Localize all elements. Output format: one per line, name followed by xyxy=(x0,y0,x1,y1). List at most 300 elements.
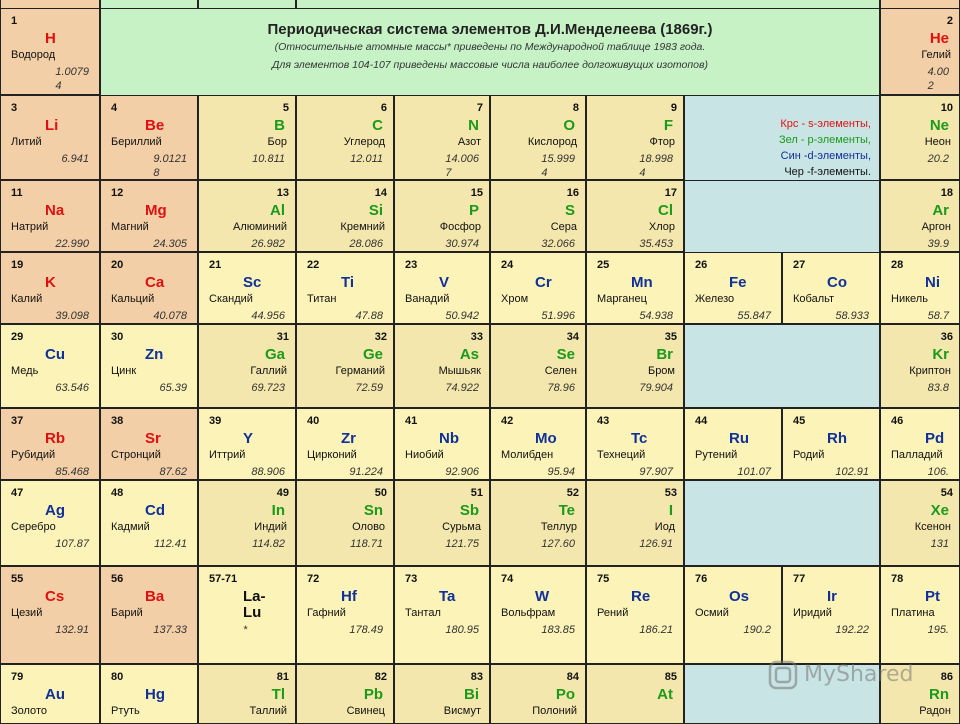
element-name: Никель xyxy=(891,293,928,305)
atomic-number: 79 xyxy=(11,671,24,683)
atomic-number: 54 xyxy=(940,487,953,499)
element-cell xyxy=(394,566,490,664)
element-symbol: Al xyxy=(270,202,285,219)
element-cell xyxy=(0,8,100,95)
atomic-number: 32 xyxy=(374,331,387,343)
element-cell xyxy=(100,408,198,480)
element-name: Сурьма xyxy=(442,521,481,533)
atomic-number: 33 xyxy=(470,331,483,343)
atomic-number: 83 xyxy=(470,671,483,683)
element-cell xyxy=(296,480,394,566)
atomic-number: 75 xyxy=(597,573,610,585)
element-symbol: Ba xyxy=(145,588,165,605)
atomic-number: 45 xyxy=(793,415,806,427)
atomic-number: 31 xyxy=(276,331,289,343)
element-name: Осмий xyxy=(695,607,729,619)
element-name: Рубидий xyxy=(11,449,56,461)
atomic-mass: 1.0079 4 xyxy=(55,66,89,92)
atomic-mass: 97.907 xyxy=(639,466,673,478)
element-name: Калий xyxy=(11,293,43,305)
element-cell xyxy=(296,324,394,408)
element-name: Молибден xyxy=(501,449,554,461)
atomic-number: 40 xyxy=(307,415,320,427)
element-symbol: In xyxy=(271,502,285,519)
element-cell xyxy=(490,95,586,180)
element-symbol: Pt xyxy=(925,588,940,605)
element-name: Хлор xyxy=(648,221,675,233)
element-symbol: Ca xyxy=(145,274,165,291)
element-cell xyxy=(100,480,198,566)
element-name: Медь xyxy=(11,365,39,377)
element-symbol: Si xyxy=(368,202,383,219)
element-name: Марганец xyxy=(597,293,647,305)
element-name: Водород xyxy=(11,49,56,61)
atomic-number: 22 xyxy=(307,259,320,271)
atomic-mass: 9.0121 8 xyxy=(153,153,187,179)
element-cell xyxy=(490,566,586,664)
element-name: Аргон xyxy=(921,221,951,233)
myshared-logo-icon xyxy=(768,660,798,690)
legend-d xyxy=(781,150,871,162)
element-symbol: Hg xyxy=(145,686,165,703)
element-name: Стронций xyxy=(111,449,161,461)
element-symbol: Ga xyxy=(264,346,285,363)
atomic-mass: 106. xyxy=(927,466,949,478)
element-cell xyxy=(490,408,586,480)
atomic-mass: 18.998 4 xyxy=(639,153,673,179)
atomic-mass: 54.938 xyxy=(639,310,673,322)
element-name: Селен xyxy=(544,365,577,377)
element-symbol: Sb xyxy=(459,502,479,519)
atomic-number: 81 xyxy=(276,671,289,683)
legend-s xyxy=(780,118,871,130)
atomic-mass: 95.94 xyxy=(547,466,575,478)
element-cell xyxy=(880,566,960,664)
atomic-number: 6 xyxy=(380,102,387,114)
atomic-number: 11 xyxy=(11,187,23,199)
element-cell xyxy=(782,566,880,664)
element-cell xyxy=(490,180,586,252)
atomic-number: 43 xyxy=(597,415,610,427)
atomic-number: 41 xyxy=(405,415,418,427)
atomic-mass: 131 xyxy=(930,538,949,550)
element-symbol: Rh xyxy=(827,430,847,447)
element-cell xyxy=(198,180,296,252)
element-symbol: Rb xyxy=(45,430,65,447)
table-subtitle-2: Для элементов 104-107 приведены массовые числа наиболее долгоживущих изотопов) xyxy=(272,59,708,71)
element-name: Бор xyxy=(267,136,287,148)
element-cell xyxy=(782,252,880,324)
element-name: Иридий xyxy=(793,607,832,619)
element-name: Титан xyxy=(307,293,337,305)
element-symbol: Cs xyxy=(45,588,65,605)
element-cell xyxy=(880,8,960,95)
element-name: Иттрий xyxy=(209,449,246,461)
atomic-number: 73 xyxy=(405,573,418,585)
element-name: Хром xyxy=(501,293,529,305)
element-symbol: Ru xyxy=(729,430,749,447)
atomic-mass: 50.942 xyxy=(445,310,479,322)
element-cell xyxy=(0,408,100,480)
element-symbol: Ne xyxy=(929,117,949,134)
legend-f xyxy=(784,166,871,178)
atomic-number: 9 xyxy=(670,102,677,114)
element-name: Платина xyxy=(891,607,935,619)
atomic-mass: 69.723 xyxy=(251,382,285,394)
atomic-mass: 112.41 xyxy=(154,538,187,550)
element-cell xyxy=(586,180,684,252)
element-name: Азот xyxy=(457,136,481,148)
table-header xyxy=(100,8,880,96)
atomic-mass: 65.39 xyxy=(159,382,187,394)
element-symbol: Tc xyxy=(631,430,648,447)
atomic-number: 28 xyxy=(891,259,904,271)
atomic-number: 17 xyxy=(664,187,677,199)
element-cell xyxy=(684,252,782,324)
element-symbol: Nb xyxy=(439,430,459,447)
legend-p xyxy=(779,134,871,146)
element-cell xyxy=(0,480,100,566)
atomic-mass: 183.85 xyxy=(541,624,575,636)
element-name: Мышьяк xyxy=(438,365,481,377)
element-cell xyxy=(198,324,296,408)
element-symbol: Sn xyxy=(363,502,383,519)
element-cell xyxy=(100,664,198,724)
element-cell xyxy=(0,324,100,408)
atomic-number: 38 xyxy=(111,415,124,427)
atomic-mass: 20.2 xyxy=(927,153,949,165)
atomic-number: 14 xyxy=(374,187,387,199)
element-name: Неон xyxy=(924,136,951,148)
atomic-number: 35 xyxy=(664,331,677,343)
element-symbol: Pd xyxy=(925,430,945,447)
element-symbol: Li xyxy=(45,117,59,134)
atomic-mass: 114.82 xyxy=(252,538,285,550)
atomic-number: 8 xyxy=(572,102,579,114)
element-symbol: W xyxy=(535,588,550,605)
element-cell xyxy=(296,252,394,324)
element-symbol: K xyxy=(45,274,56,291)
table-subtitle-1: (Относительные атомные массы* приведены по Международной таблице 1983 года. xyxy=(274,41,706,53)
atomic-number: 29 xyxy=(11,331,24,343)
atomic-number: 50 xyxy=(374,487,387,499)
atomic-number: 72 xyxy=(307,573,320,585)
legend-p-text: Зел - p-элементы, xyxy=(778,134,871,146)
atomic-mass: 44.956 xyxy=(251,310,285,322)
element-cell xyxy=(296,180,394,252)
atomic-number: 78 xyxy=(891,573,904,585)
element-name: Иод xyxy=(654,521,675,533)
element-cell xyxy=(198,480,296,566)
atomic-mass: 24.305 xyxy=(153,238,187,250)
element-name: Тантал xyxy=(405,607,441,619)
element-cell xyxy=(100,252,198,324)
element-name: Полоний xyxy=(532,705,577,717)
element-symbol: Y xyxy=(243,430,254,447)
element-symbol: Br xyxy=(656,346,673,363)
element-cell xyxy=(880,324,960,408)
atomic-mass: 6.941 xyxy=(61,153,89,165)
element-symbol: Bi xyxy=(464,686,479,703)
atomic-mass: 32.066 xyxy=(541,238,575,250)
atomic-mass: 87.62 xyxy=(159,466,187,478)
element-symbol: H xyxy=(45,30,56,47)
element-symbol: Po xyxy=(555,686,575,703)
atomic-number: 36 xyxy=(940,331,953,343)
atomic-number: 85 xyxy=(664,671,677,683)
element-symbol: Sr xyxy=(145,430,161,447)
element-symbol: B xyxy=(274,117,285,134)
element-name: Ванадий xyxy=(405,293,450,305)
atomic-mass: 190.2 xyxy=(743,624,771,636)
element-name: Сера xyxy=(550,221,577,233)
atomic-number: 2 xyxy=(946,15,953,27)
element-name: Индий xyxy=(254,521,287,533)
atomic-number: 46 xyxy=(891,415,904,427)
element-name: Радон xyxy=(919,705,951,717)
atomic-number: 57-71 xyxy=(209,573,238,585)
element-name: Вольфрам xyxy=(501,607,556,619)
atomic-mass: 72.59 xyxy=(355,382,383,394)
atomic-mass: 51.996 xyxy=(541,310,575,322)
element-name: Алюминий xyxy=(233,221,287,233)
element-name: Олово xyxy=(352,521,385,533)
atomic-number: 51 xyxy=(470,487,483,499)
element-symbol: V xyxy=(439,274,450,291)
element-cell xyxy=(490,252,586,324)
legend-d-text: Син -d-элементы, xyxy=(780,150,871,162)
element-symbol: Ta xyxy=(439,588,456,605)
element-cell xyxy=(0,95,100,180)
element-symbol: Cr xyxy=(535,274,552,291)
atomic-number: 34 xyxy=(566,331,579,343)
element-cell xyxy=(880,95,960,180)
element-symbol: Cd xyxy=(145,502,165,519)
element-name: Бром xyxy=(647,365,675,377)
element-name: Криптон xyxy=(909,365,951,377)
atomic-number: 18 xyxy=(940,187,953,199)
element-name: Теллур xyxy=(540,521,577,533)
atomic-mass: 137.33 xyxy=(153,624,187,636)
atomic-mass: 186.21 xyxy=(639,624,673,636)
element-name: Кислород xyxy=(527,136,577,148)
atomic-number: 47 xyxy=(11,487,24,499)
element-name: Рутений xyxy=(695,449,738,461)
element-name: Скандий xyxy=(209,293,253,305)
element-symbol: Zr xyxy=(341,430,356,447)
element-cell xyxy=(100,95,198,180)
element-symbol: Rn xyxy=(929,686,949,703)
atomic-mass: 58.7 xyxy=(927,310,949,322)
element-cell xyxy=(198,252,296,324)
element-cell xyxy=(198,408,296,480)
element-symbol: He xyxy=(929,30,949,47)
atomic-mass: 192.22 xyxy=(835,624,869,636)
element-symbol: La- Lu xyxy=(243,588,266,621)
element-cell xyxy=(100,180,198,252)
element-cell xyxy=(586,324,684,408)
element-cell xyxy=(490,480,586,566)
atomic-number: 53 xyxy=(664,487,677,499)
atomic-mass: 79.904 xyxy=(639,382,673,394)
atomic-mass: 83.8 xyxy=(927,382,949,394)
blank-cell xyxy=(684,324,880,408)
element-cell xyxy=(586,408,684,480)
atomic-number: 82 xyxy=(374,671,387,683)
watermark xyxy=(768,656,948,696)
element-symbol: Na xyxy=(45,202,65,219)
atomic-mass: 14.006 7 xyxy=(445,153,479,179)
element-cell xyxy=(880,480,960,566)
atomic-number: 77 xyxy=(793,573,806,585)
element-cell xyxy=(394,180,490,252)
element-symbol: Kr xyxy=(932,346,949,363)
element-symbol: Sc xyxy=(243,274,262,291)
atomic-mass: 47.88 xyxy=(355,310,383,322)
element-name: Углерод xyxy=(343,136,385,148)
element-symbol: Hf xyxy=(341,588,357,605)
element-cell xyxy=(684,408,782,480)
element-cell xyxy=(586,480,684,566)
element-cell xyxy=(394,324,490,408)
element-symbol: C xyxy=(372,117,383,134)
element-symbol: Os xyxy=(729,588,750,605)
element-cell xyxy=(586,252,684,324)
element-cell xyxy=(880,252,960,324)
element-name: Магний xyxy=(111,221,149,233)
element-cell xyxy=(296,95,394,180)
element-cell xyxy=(684,566,782,664)
element-cell xyxy=(394,95,490,180)
atomic-mass: 39.9 xyxy=(927,238,949,250)
element-symbol: Mo xyxy=(535,430,557,447)
legend-block xyxy=(684,95,880,181)
atomic-number: 86 xyxy=(940,671,953,683)
element-symbol: Cl xyxy=(658,202,673,219)
legend-s-text: Крс - s-элементы, xyxy=(780,118,871,130)
element-symbol: Se xyxy=(556,346,575,363)
element-symbol: Pb xyxy=(363,686,383,703)
element-symbol: Ge xyxy=(362,346,383,363)
atomic-number: 55 xyxy=(11,573,24,585)
atomic-mass: 102.91 xyxy=(835,466,869,478)
element-name: Фтор xyxy=(649,136,675,148)
atomic-mass: 22.990 xyxy=(55,238,89,250)
element-cell xyxy=(490,664,586,724)
element-name: Германий xyxy=(335,365,385,377)
atomic-mass: 40.078 xyxy=(153,310,187,322)
element-cell xyxy=(100,324,198,408)
atomic-mass: 12.011 xyxy=(350,153,383,165)
element-symbol: Cu xyxy=(45,346,65,363)
atomic-number: 49 xyxy=(276,487,289,499)
element-cell xyxy=(296,664,394,724)
atomic-number: 27 xyxy=(793,259,806,271)
element-cell xyxy=(394,480,490,566)
watermark-text: MyShared xyxy=(804,662,914,687)
element-symbol: Mn xyxy=(631,274,653,291)
element-cell xyxy=(394,408,490,480)
atomic-number: 26 xyxy=(695,259,708,271)
element-name: Кобальт xyxy=(793,293,835,305)
atomic-number: 12 xyxy=(111,187,124,199)
element-name: Технеций xyxy=(597,449,646,461)
atomic-number: 20 xyxy=(111,259,124,271)
element-name: Кальций xyxy=(111,293,155,305)
atomic-mass: 91.224 xyxy=(349,466,383,478)
blank-cell xyxy=(684,180,880,253)
atomic-mass: 127.60 xyxy=(541,538,575,550)
element-name: Висмут xyxy=(443,705,481,717)
element-symbol: Te xyxy=(558,502,575,519)
atomic-mass: 118.71 xyxy=(350,538,383,550)
atomic-number: 25 xyxy=(597,259,610,271)
element-cell xyxy=(394,252,490,324)
element-symbol: Be xyxy=(145,117,165,134)
atomic-mass: 74.922 xyxy=(445,382,479,394)
atomic-mass: 132.91 xyxy=(55,624,89,636)
atomic-number: 30 xyxy=(111,331,124,343)
atomic-number: 21 xyxy=(209,259,222,271)
atomic-mass: 58.933 xyxy=(835,310,869,322)
atomic-mass: 28.086 xyxy=(349,238,383,250)
atomic-mass: 30.974 xyxy=(445,238,479,250)
element-cell xyxy=(586,566,684,664)
atomic-number: 13 xyxy=(276,187,289,199)
atomic-mass: 55.847 xyxy=(737,310,771,322)
atomic-mass: 126.91 xyxy=(639,538,673,550)
atomic-number: 3 xyxy=(11,102,18,114)
atomic-number: 10 xyxy=(940,102,953,114)
element-symbol: Ag xyxy=(45,502,65,519)
element-name: Галлий xyxy=(250,365,287,377)
element-cell xyxy=(586,95,684,180)
atomic-mass: 63.546 xyxy=(55,382,89,394)
element-name: Ртуть xyxy=(111,705,140,717)
element-cell xyxy=(198,566,296,664)
atomic-mass: 195. xyxy=(927,624,949,636)
element-cell xyxy=(0,252,100,324)
element-name: Барий xyxy=(111,607,143,619)
element-cell xyxy=(490,324,586,408)
atomic-mass: 178.49 xyxy=(349,624,383,636)
element-symbol: Ir xyxy=(827,588,838,605)
atomic-number: 1 xyxy=(11,15,18,27)
element-symbol: F xyxy=(663,117,673,134)
atomic-number: 56 xyxy=(111,573,124,585)
atomic-mass: 121.75 xyxy=(445,538,479,550)
element-cell xyxy=(100,566,198,664)
element-cell xyxy=(296,408,394,480)
element-symbol: Au xyxy=(45,686,65,703)
element-name: Свинец xyxy=(346,705,385,717)
element-name: Цирконий xyxy=(307,449,357,461)
atomic-number: 39 xyxy=(209,415,222,427)
atomic-mass: 26.982 xyxy=(251,238,285,250)
element-symbol: Co xyxy=(827,274,847,291)
element-name: Цинк xyxy=(111,365,137,377)
atomic-number: 4 xyxy=(111,102,118,114)
element-name: Ниобий xyxy=(405,449,444,461)
element-name: Цезий xyxy=(11,607,43,619)
element-cell xyxy=(0,180,100,252)
atomic-mass: 39.098 xyxy=(55,310,89,322)
element-symbol: As xyxy=(459,346,479,363)
element-name: Кремний xyxy=(340,221,385,233)
atomic-mass: 101.07 xyxy=(737,466,771,478)
atomic-number: 16 xyxy=(566,187,579,199)
element-symbol: I xyxy=(668,502,673,519)
